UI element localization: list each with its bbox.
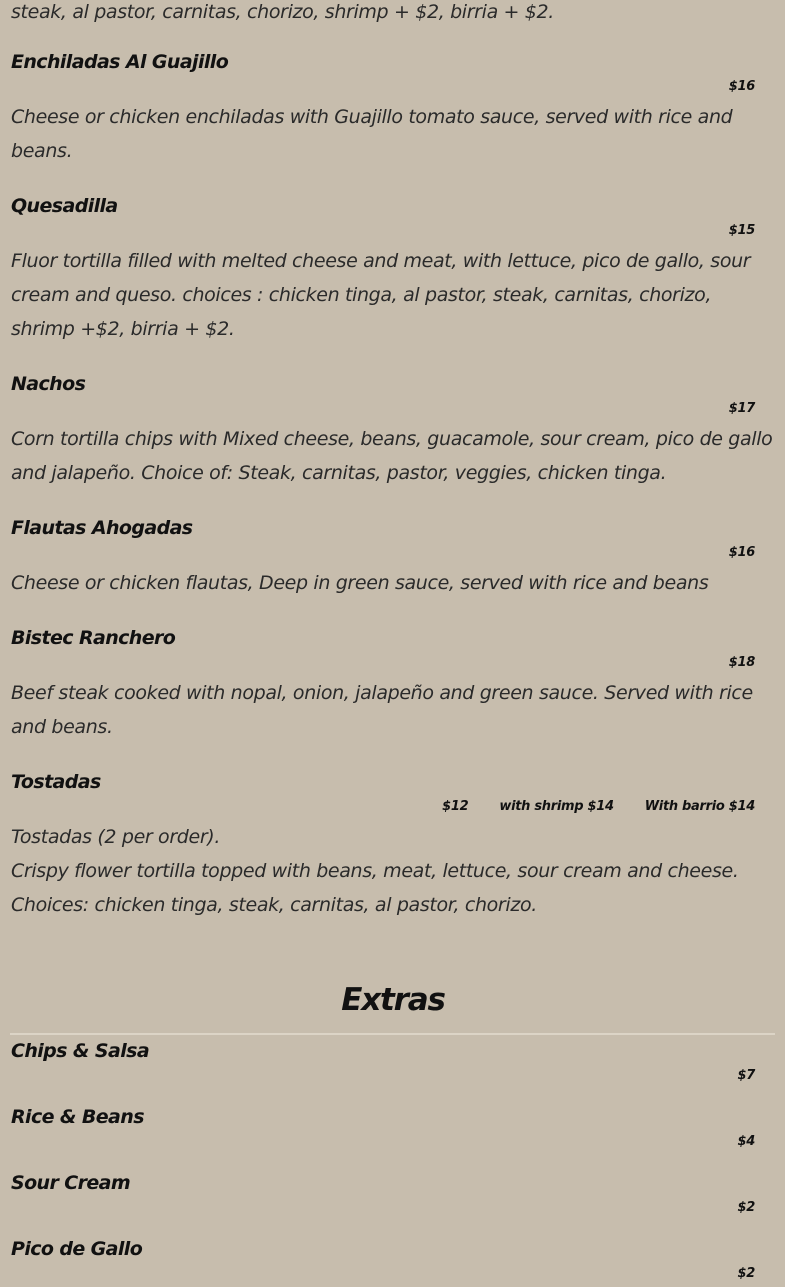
item-title: Rice & Beans [11,1106,144,1128]
section-gap [11,744,775,770]
item-title: Enchiladas Al Guajillo [11,51,229,73]
extra-item-sour-cream [11,1171,775,1221]
price-row [11,1129,775,1155]
item-price: $18 [728,655,755,670]
item-title: Bistec Ranchero [11,627,176,649]
item-price: $7 [737,1068,755,1083]
section-gap [11,1089,775,1105]
item-title: Sour Cream [11,1172,131,1194]
menu-item-flautas [11,516,775,600]
price-row [11,74,775,100]
item-description: Fluor tortilla filled with melted cheese and meat, with lettuce, pico de gallo, sour cream and queso. choices : chicken tinga, al pastor, steak, carnitas, chorizo, shrimp +$2, birria + $2. [11,250,751,340]
extra-item-rice-beans [11,1105,775,1155]
item-description: Tostadas (2 per order). [11,826,221,848]
item-price: $2 [737,1200,755,1215]
item-title: Tostadas [11,771,101,793]
section-divider [10,1033,775,1035]
section-gap [11,346,775,372]
item-price: $12 [442,799,469,814]
item-description: Crispy flower tortilla topped with beans, meat, lettuce, sour cream and cheese. [11,860,739,882]
item-title: Flautas Ahogadas [11,517,193,539]
section-spacer [11,922,775,980]
item-price-birria: With barrio $14 [644,799,755,814]
item-title: Chips & Salsa [11,1040,150,1062]
menu-item-bistec [11,626,775,744]
item-price: $2 [737,1266,755,1281]
continued-description: steak, al pastor, carnitas, chorizo, shrimp + $2, birria + $2. [11,1,554,23]
section-gap [11,168,775,194]
section-gap [11,1155,775,1171]
price-row [11,1195,775,1221]
extra-item-chips-salsa [11,1039,775,1089]
item-description: Cheese or chicken enchiladas with Guajillo tomato sauce, served with rice and beans. [11,106,733,162]
item-description: Corn tortilla chips with Mixed cheese, beans, guacamole, sour cream, pico de gallo and jalapeño. Choice of: Steak, carnitas, pastor, veggies, chicken tinga. [11,428,773,484]
item-description: Cheese or chicken flautas, Deep in green sauce, served with rice and beans [11,572,709,594]
section-gap [11,1221,775,1237]
item-price: $16 [728,545,755,560]
item-price: $17 [728,401,755,416]
item-title: Pico de Gallo [11,1238,143,1260]
price-row [11,540,775,566]
price-row [11,650,775,676]
menu-item-nachos [11,372,775,490]
section-gap [11,24,775,50]
extra-item-pico [11,1237,775,1287]
extras-heading: Extras [341,982,445,1018]
menu-item-quesadilla [11,194,775,346]
section-gap [11,490,775,516]
item-description: Beef steak cooked with nopal, onion, jalapeño and green sauce. Served with rice and beans. [11,682,753,738]
price-row [11,396,775,422]
item-title: Nachos [11,373,86,395]
item-description: Choices: chicken tinga, steak, carnitas, al pastor, chorizo. [11,894,537,916]
menu-item-enchiladas [11,50,775,168]
item-title: Quesadilla [11,195,118,217]
price-row [11,1063,775,1089]
item-price-shrimp: with shrimp $14 [499,799,614,814]
item-price: $15 [728,223,755,238]
item-price: $4 [737,1134,755,1149]
menu-item-tostadas [11,770,775,922]
item-price: $16 [728,79,755,94]
section-gap [11,600,775,626]
price-row [11,1261,775,1287]
price-row [11,794,775,820]
price-row [11,218,775,244]
menu-page [11,0,775,1287]
